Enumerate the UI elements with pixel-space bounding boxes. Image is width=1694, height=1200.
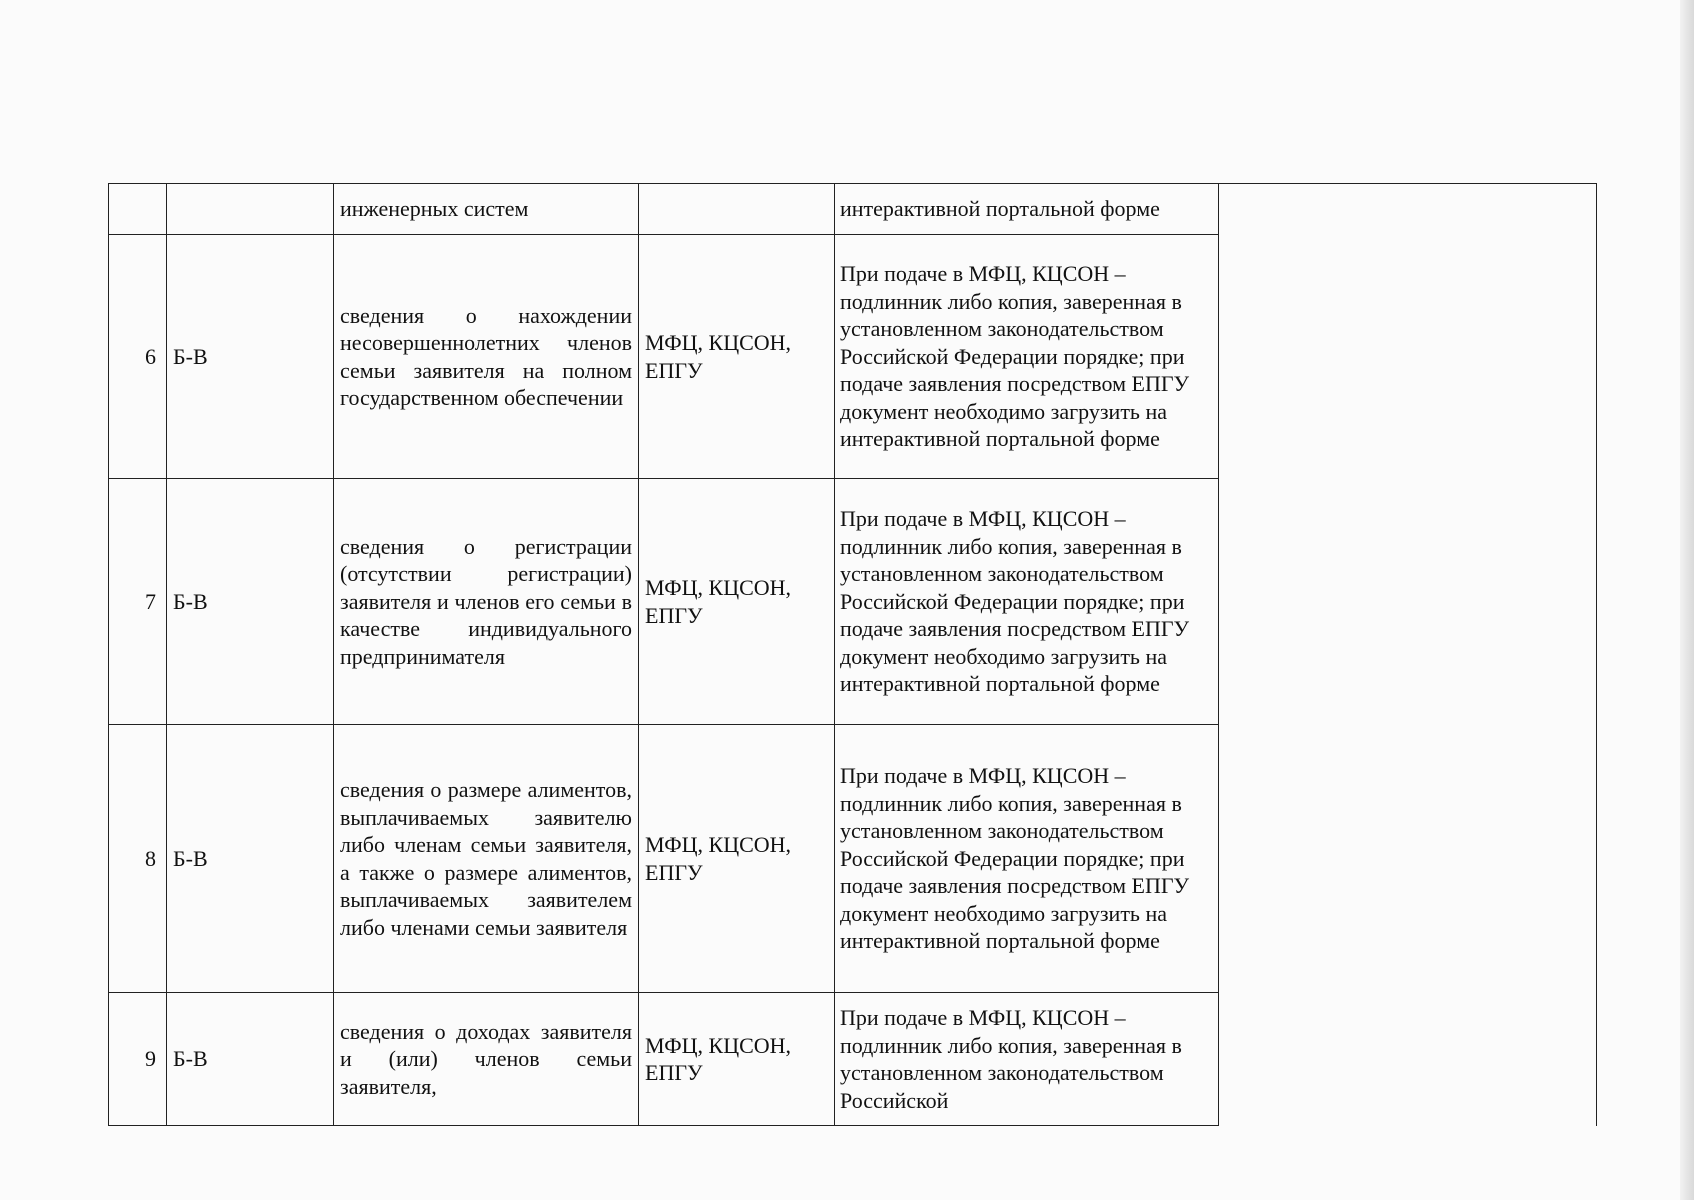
cell-source: [639, 184, 835, 235]
cell-document: сведения о доходах заявителя и (или) членов семьи заявителя,: [334, 993, 639, 1126]
cell-source: МФЦ, КЦСОН, ЕПГУ: [639, 479, 835, 725]
cell-category: [167, 184, 334, 235]
cell-requirement: интерактивной портальной форме: [835, 184, 1219, 235]
documents-table: [108, 183, 1597, 1126]
cell-document: сведения о регистрации (отсутствии регистрации) заявителя и членов его семьи в качестве индивидуального предпринимателя: [334, 479, 639, 725]
cell-category: Б-В: [167, 725, 334, 993]
cell-category: Б-В: [167, 235, 334, 479]
table-row-continued: [109, 184, 1597, 235]
cell-number: 6: [109, 235, 167, 479]
cell-document: инженерных систем: [334, 184, 639, 235]
cell-document: сведения о размере алиментов, выплачиваемых заявителю либо членам семьи заявителя, а также о размере алиментов, выплачиваемых заявителем либо членами семьи заявителя: [334, 725, 639, 993]
cell-source: МФЦ, КЦСОН, ЕПГУ: [639, 725, 835, 993]
cell-requirement: При подаче в МФЦ, КЦСОН – подлинник либо копия, заверенная в установленном законодательством Российской Федерации порядке; при подаче заявления посредством ЕПГУ документ необходимо загрузить на интерактивной портальной форме: [835, 725, 1219, 993]
cell-number: 8: [109, 725, 167, 993]
page-edge-shadow: [1680, 0, 1694, 1200]
cell-category: Б-В: [167, 993, 334, 1126]
cell-requirement: При подаче в МФЦ, КЦСОН – подлинник либо копия, заверенная в установленном законодательством Российской Федерации порядке; при подаче заявления посредством ЕПГУ документ необходимо загрузить на интерактивной портальной форме: [835, 235, 1219, 479]
cell-number: 9: [109, 993, 167, 1126]
cell-source: МФЦ, КЦСОН, ЕПГУ: [639, 993, 835, 1126]
cell-number: 7: [109, 479, 167, 725]
cell-source: МФЦ, КЦСОН, ЕПГУ: [639, 235, 835, 479]
cell-document: сведения о нахождении несовершеннолетних членов семьи заявителя на полном государственном обеспечении: [334, 235, 639, 479]
cell-category: Б-В: [167, 479, 334, 725]
cell-requirement: При подаче в МФЦ, КЦСОН – подлинник либо копия, заверенная в установленном законодательством Российской Федерации порядке; при подаче заявления посредством ЕПГУ документ необходимо загрузить на интерактивной портальной форме: [835, 479, 1219, 725]
cell-notes: [1219, 184, 1597, 1126]
cell-requirement: При подаче в МФЦ, КЦСОН – подлинник либо копия, заверенная в установленном законодательством Российской: [835, 993, 1219, 1126]
cell-number: [109, 184, 167, 235]
